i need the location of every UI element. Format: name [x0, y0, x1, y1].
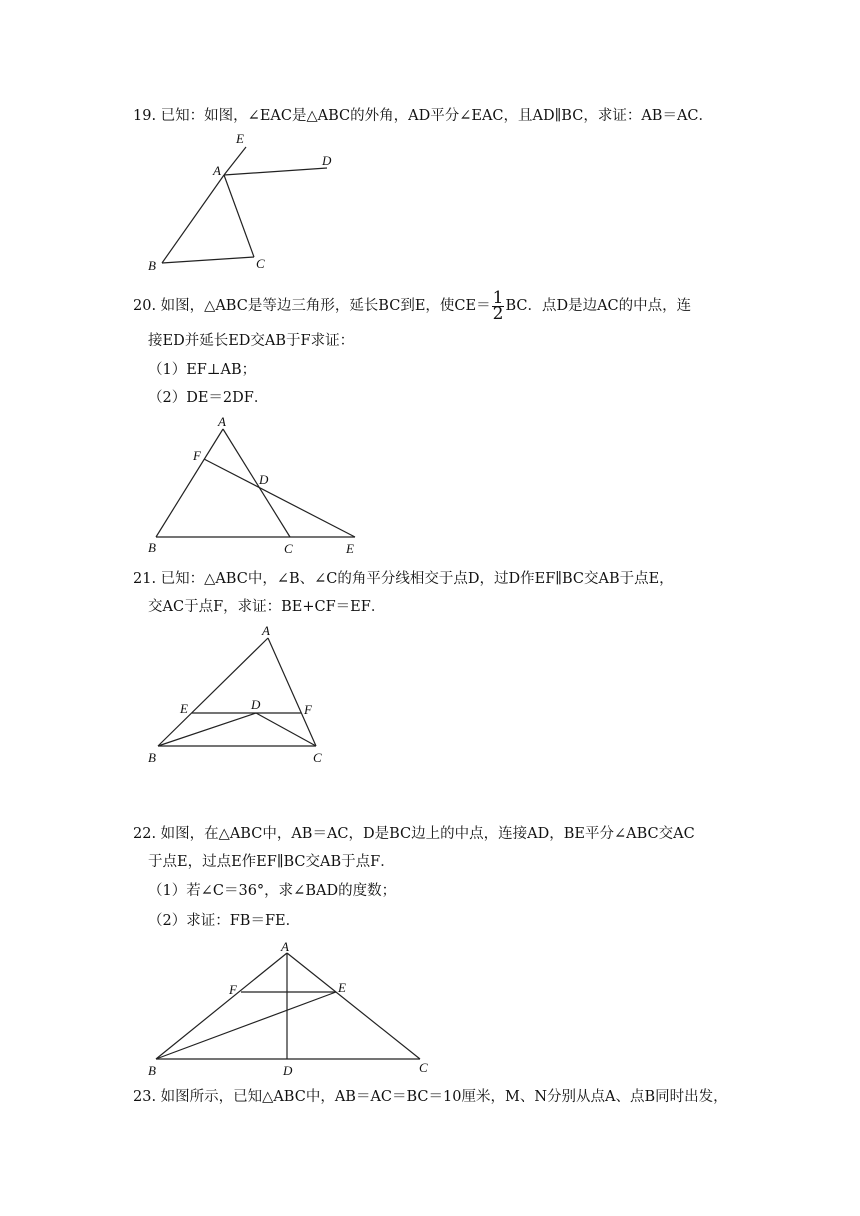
question-line: 交AC于点F，求证：BE+CF＝EF． — [148, 599, 386, 615]
point-label: F — [193, 448, 201, 463]
question-number: 22. — [133, 826, 157, 842]
question-line: （1）EF⊥AB； — [148, 362, 257, 378]
point-label: A — [218, 414, 226, 429]
point-label: D — [283, 1063, 293, 1078]
question-line: 已知：如图，∠EAC是△ABC的外角，AD平分∠EAC，且AD∥BC，求证：AB＝AC． — [160, 108, 714, 124]
question-line: （2）DE＝2DF． — [148, 390, 269, 406]
point-label: F — [304, 702, 312, 717]
point-label: E — [338, 980, 346, 995]
question-line: 已知：△ABC中，∠B、∠C的角平分线相交于点D，过D作EF∥BC交AB于点E， — [160, 571, 674, 587]
point-label: B — [148, 750, 156, 765]
question-line: 如图，在△ABC中，AB＝AC，D是BC边上的中点，连接AD，BE平分∠ABC交AC — [160, 826, 695, 842]
fraction-numerator: 1 — [492, 287, 504, 308]
segment-BE — [156, 992, 336, 1059]
point-label: E — [180, 701, 188, 716]
point-label: A — [213, 163, 221, 178]
point-label: B — [148, 1063, 156, 1078]
segment-AC — [287, 953, 420, 1059]
question-text: 如图，△ABC是等边三角形，延长BC到E，使CE＝ — [160, 298, 491, 314]
point-label: C — [313, 750, 322, 765]
point-label: E — [346, 541, 354, 556]
question-line: 如图所示，已知△ABC中，AB＝AC＝BC＝10厘米，M、N分别从点A、点B同时出发， — [160, 1089, 728, 1105]
point-label: D — [251, 697, 261, 712]
fraction-denominator: 2 — [492, 303, 504, 324]
point-label: C — [419, 1060, 428, 1075]
point-label: A — [281, 939, 289, 954]
question-23-line-1 — [133, 1087, 728, 1107]
point-label: F — [229, 982, 237, 997]
point-label: A — [262, 623, 270, 638]
question-line: 于点E，过点E作EF∥BC交AB于点F． — [148, 854, 395, 870]
question-line: （1）若∠C＝36°，求∠BAD的度数； — [148, 883, 397, 899]
point-label: B — [148, 258, 156, 273]
question-number: 19. — [133, 108, 157, 124]
point-label: D — [322, 153, 332, 168]
point-label: C — [284, 541, 293, 556]
question-number: 23. — [133, 1089, 157, 1105]
segment-AB — [156, 953, 287, 1059]
point-label: B — [148, 540, 156, 555]
question-line: 接ED并延长ED交AB于F求证： — [148, 333, 355, 349]
point-label: E — [236, 131, 244, 146]
question-line: （2）求证：FB＝FE． — [148, 913, 301, 929]
point-label: D — [259, 472, 269, 487]
question-text: BC．点D是边AC的中点，连 — [505, 298, 692, 314]
point-label: C — [256, 256, 265, 271]
question-number: 20. — [133, 298, 157, 314]
question-number: 21. — [133, 571, 157, 587]
